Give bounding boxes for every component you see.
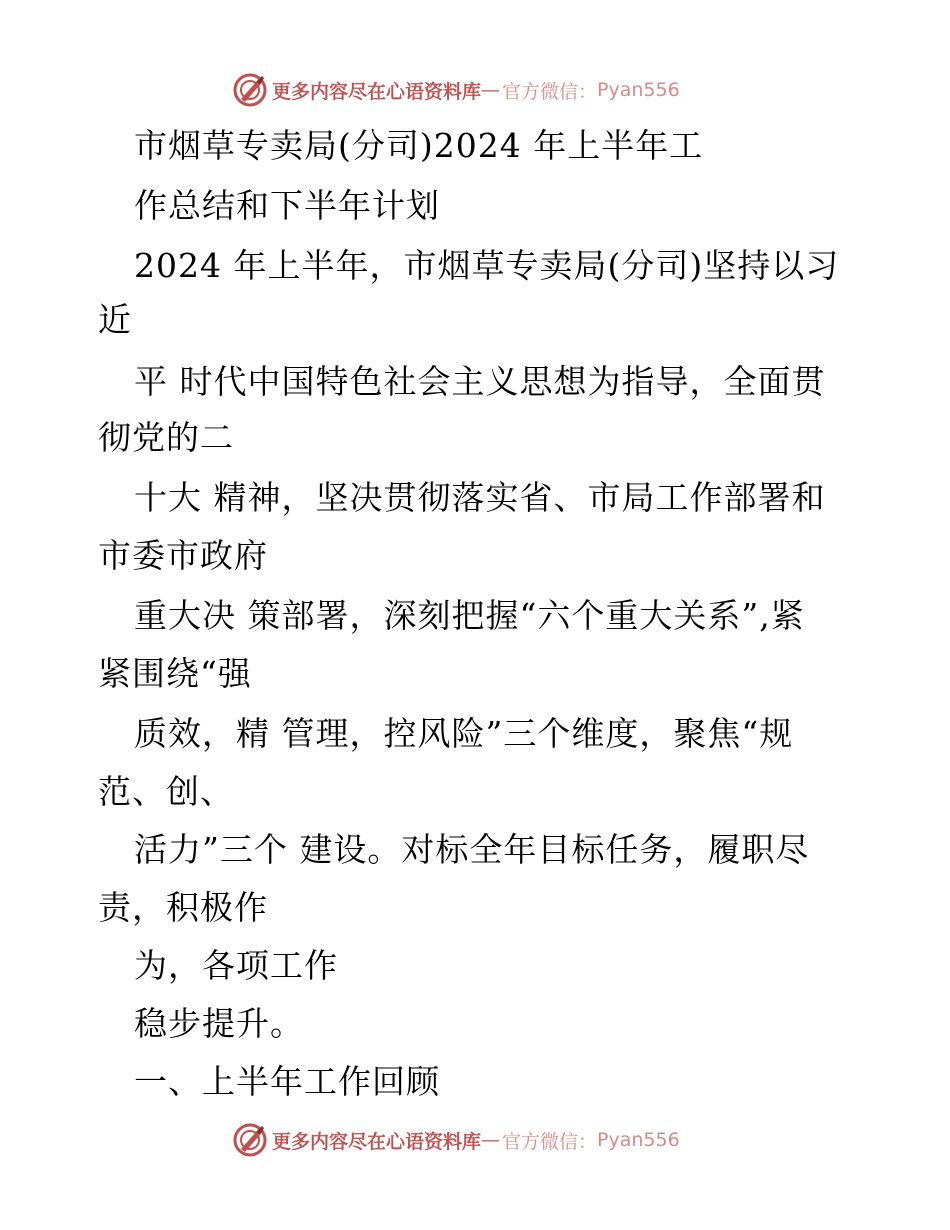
watermark-text: 更多内容尽在心语资料库 xyxy=(272,1130,482,1153)
paragraph-line: 责，积极作 xyxy=(98,888,268,927)
paragraph-line: 活力”三个 建设。对标全年目标任务，履职尽 xyxy=(134,830,810,869)
header-watermark xyxy=(232,70,680,110)
paragraph-line: 2024 年上半年，市烟草专卖局(分司)坚持以习 xyxy=(134,246,840,285)
paragraph-line: 质效，精 管理，控风险”三个维度，聚焦“规 xyxy=(134,714,794,753)
paragraph-line: 紧围绕“强 xyxy=(98,654,252,693)
watermark-dash: — xyxy=(481,79,501,101)
paragraph-line: 重大决 策部署，深刻把握“六个重大关系”,紧 xyxy=(134,596,805,635)
watermark-wechat-id: Pyan556 xyxy=(597,79,680,101)
footer-watermark xyxy=(232,1120,680,1160)
watermark-wechat-label: 官方微信： xyxy=(502,1130,598,1153)
paragraph-line: 为，各项工作 xyxy=(134,946,338,985)
watermark-wechat-label: 官方微信： xyxy=(502,80,598,103)
paragraph-line: 近 xyxy=(98,300,132,339)
title-line-1: 市烟草专卖局(分司)2024 年上半年工 xyxy=(134,126,704,165)
watermark-dash: — xyxy=(481,1129,501,1151)
pen-logo-icon xyxy=(232,1122,268,1158)
paragraph-line: 范、创、 xyxy=(98,772,234,811)
paragraph-line: 平 时代中国特色社会主义思想为指导，全面贯 xyxy=(134,362,826,401)
paragraph-line: 十大 精神，坚决贯彻落实省、市局工作部署和 xyxy=(134,478,826,517)
section-heading: 一、上半年工作回顾 xyxy=(134,1062,440,1101)
watermark-wechat-id: Pyan556 xyxy=(597,1129,680,1151)
title-line-2: 作总结和下半年计划 xyxy=(134,186,440,225)
paragraph-line: 市委市政府 xyxy=(98,536,268,575)
paragraph-line: 彻党的二 xyxy=(98,418,234,457)
pen-logo-icon xyxy=(232,72,268,108)
watermark-text: 更多内容尽在心语资料库 xyxy=(272,80,482,103)
paragraph-line: 稳步提升。 xyxy=(134,1004,304,1043)
